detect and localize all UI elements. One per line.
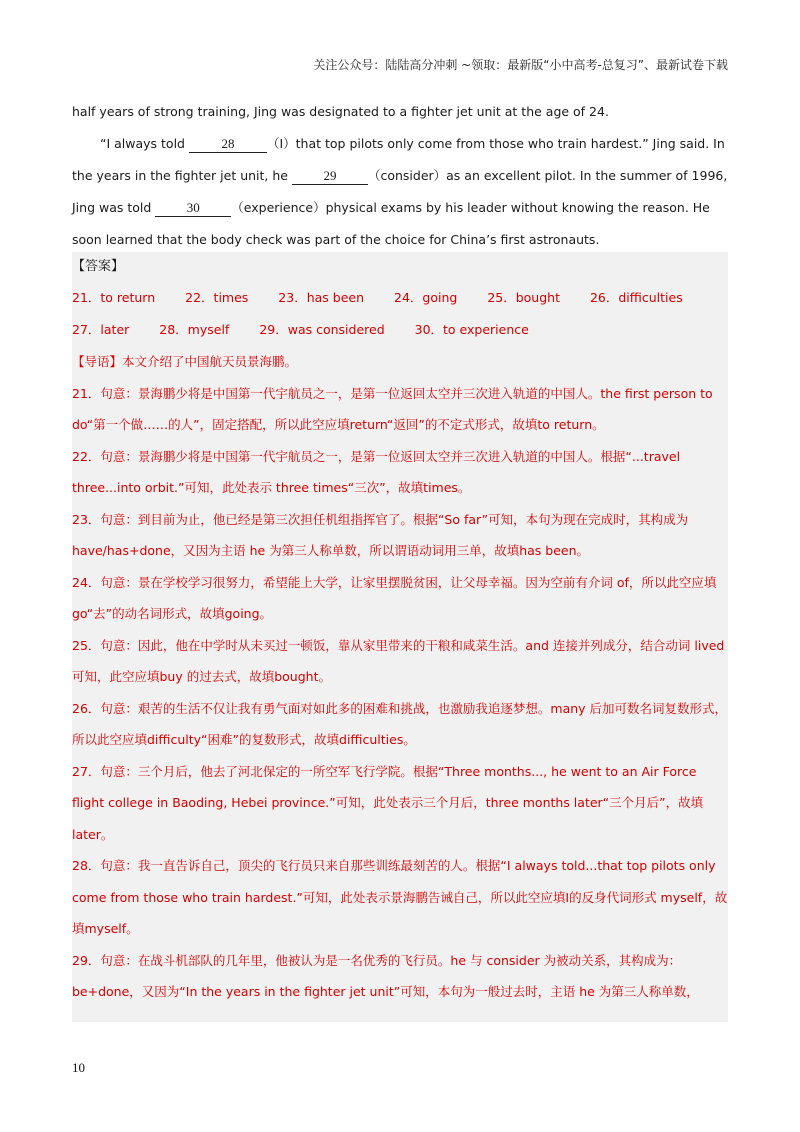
passage-paragraph [72, 128, 728, 256]
explanation-29: 29．句意：在战斗机部队的几年里，他被认为是一名优秀的飞行员。he 与 consider 为被动关系，其构成为：be+done，又因为“In the years in the fighter jet unit”可知，本句为一般过去时，主语 he 为第三人称单数， [72, 952, 699, 999]
answer-keys [72, 282, 728, 346]
explanation-26: 26．句意：艰苦的生活不仅让我有勇气面对如此多的困难和挑战，也激励我追逐梦想。many 后加可数名词复数形式，所以此空应填difficulty“困难”的复数形式，故填difficulties。 [72, 700, 728, 747]
answer-key: 21．to return [72, 290, 156, 305]
explanation-24: 24．句意：景在学校学习很努力，希望能上大学，让家里摆脱贫困，让父母幸福。因为空前有介词 of，所以此空应填go“去”的动名词形式，故填going。 [72, 574, 717, 621]
answer-key: 22．times [185, 290, 249, 305]
passage-line-0: half years of strong training, Jing was designated to a fighter jet unit at the age of 24. [72, 104, 609, 119]
answer-key: 28．myself [159, 322, 230, 337]
answer-key: 27．later [72, 322, 130, 337]
blank-29: 29 [292, 168, 368, 185]
answer-key: 29．was considered [259, 322, 385, 337]
answer-title: 【答案】 [72, 259, 125, 274]
passage-text-d: （experience）physical exams by his leader without knowing the reason. He soon learned that the body check was part of the choice for China’s first astronauts. [72, 200, 710, 247]
answer-key: 23．has been [278, 290, 365, 305]
explanation-25: 25．句意：因此，他在中学时从未买过一顿饭，靠从家里带来的干粮和咸菜生活。and 连接并列成分，结合动词 lived 可知，此空应填buy 的过去式，故填bought。 [72, 637, 725, 684]
answer-key: 25．bought [487, 290, 560, 305]
explanation-27: 27．句意：三个月后，他去了河北保定的一所空军飞行学院。根据“Three months..., he went to an Air Force flight college in Baoding, Hebei province.”可知，此处表示三个月后，three months later“三个月后”，故填later。 [72, 763, 704, 842]
passage-text-a: “I always told [100, 136, 189, 151]
answer-key: 24．going [394, 290, 458, 305]
explanation-22: 22．句意：景海鹏少将是中国第一代宇航员之一，是第一位返回太空并三次进入轨道的中国人。根据“...travel three...into orbit.”可知，此处表示 three times“三次”，故填times。 [72, 448, 681, 495]
blank-28: 28 [189, 136, 267, 153]
answer-key: 26．difficulties [589, 290, 683, 305]
explanation-21: 21．句意：景海鹏少将是中国第一代宇航员之一，是第一位返回太空并三次进入轨道的中国人。the first person to do“第一个做……的人”，固定搭配，所以此空应填return“返回”的不定式形式，故填to return。 [72, 385, 713, 432]
answer-key: 30．to experience [414, 322, 529, 337]
answer-section [72, 252, 728, 1022]
passage-text-c: （consider）as an excellent pilot. In the summer of 1996, Jing was told [72, 168, 728, 215]
explanation-23: 23．句意：到目前为止，他已经是第三次担任机组指挥官了。根据“So far”可知，本句为现在完成时，其构成为 have/has+done，又因为主语 he 为第三人称单数，所以谓语动词用三单，故填has been。 [72, 511, 689, 558]
passage [72, 96, 728, 256]
explanation-intro: 【导语】本文介绍了中国航天员景海鹏。 [72, 354, 298, 369]
passage-text-b: （I）that top pilots only come from those who train hardest.” Jing said. In the years in the fighter jet unit, he [72, 136, 725, 183]
explanation-28: 28．句意：我一直告诉自己，顶尖的飞行员只来自那些训练最刻苦的人。根据“I always told...that top pilots only come from those who train hardest.”可知，此处表示景海鹏告诫自己，所以此空应填I的反身代词形式 myself，故填myself。 [72, 858, 728, 936]
header-note: 关注公众号：陆陆高分冲刺 ~领取：最新版“小中高考-总复习”、最新试卷下载 [313, 58, 728, 72]
blank-30: 30 [155, 200, 231, 217]
page-number: 10 [72, 1060, 85, 1075]
